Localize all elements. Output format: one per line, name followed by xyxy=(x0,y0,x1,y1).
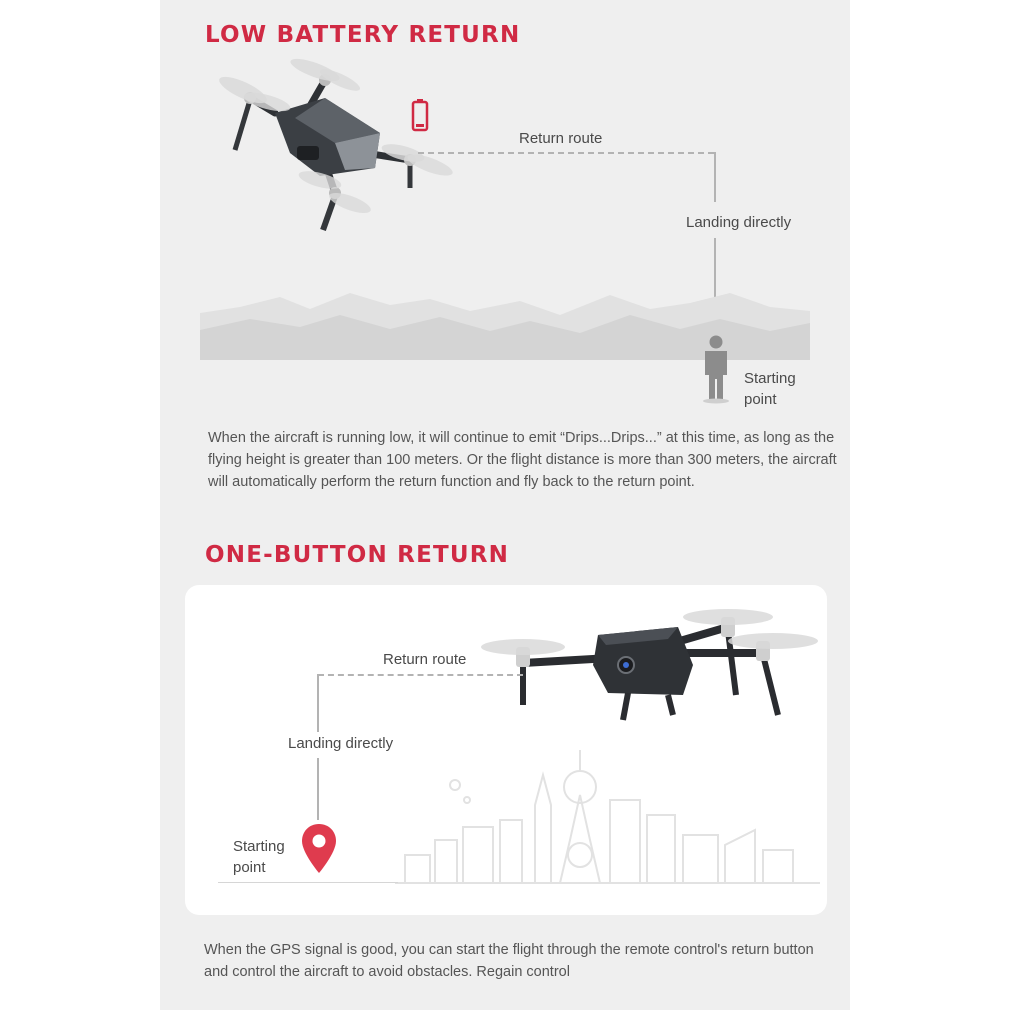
return-route-label: Return route xyxy=(383,651,467,668)
return-route-line xyxy=(318,674,523,676)
landing-directly-label: Landing directly xyxy=(686,214,792,231)
drone-image xyxy=(215,58,465,238)
location-pin-icon xyxy=(300,822,338,876)
section-title-one-button: ONE-BUTTON RETURN xyxy=(205,542,510,568)
starting-point-label-line-2: point xyxy=(233,859,266,876)
ground-line xyxy=(218,882,398,883)
starting-point-label-line-2: point xyxy=(744,391,777,408)
section-title-low-battery: LOW BATTERY RETURN xyxy=(205,22,521,48)
return-route-line xyxy=(418,152,714,154)
landing-line-top xyxy=(317,674,319,732)
battery-low-icon xyxy=(411,98,429,132)
drone-image xyxy=(478,605,823,730)
landing-line-top xyxy=(714,152,716,202)
person-icon xyxy=(700,334,732,404)
landing-line-bottom xyxy=(317,758,319,820)
landing-directly-label: Landing directly xyxy=(288,735,394,752)
low-battery-description: When the aircraft is running low, it will continue to emit “Drips...Drips...” at this time, as long as the flying height is greater than 100 meters. Or the flight distance is more than 300 meters, the aircraft will automatically perform the return function and fly back to the return point. xyxy=(208,430,837,490)
starting-point-label-line-1: Starting xyxy=(744,370,796,387)
starting-point-label-line-1: Starting xyxy=(233,838,285,855)
return-route-label: Return route xyxy=(519,130,603,147)
one-button-description: When the GPS signal is good, you can start the flight through the remote control's return button and control the aircraft to avoid obstacles. Regain control xyxy=(204,942,814,980)
city-skyline-image xyxy=(395,745,820,885)
